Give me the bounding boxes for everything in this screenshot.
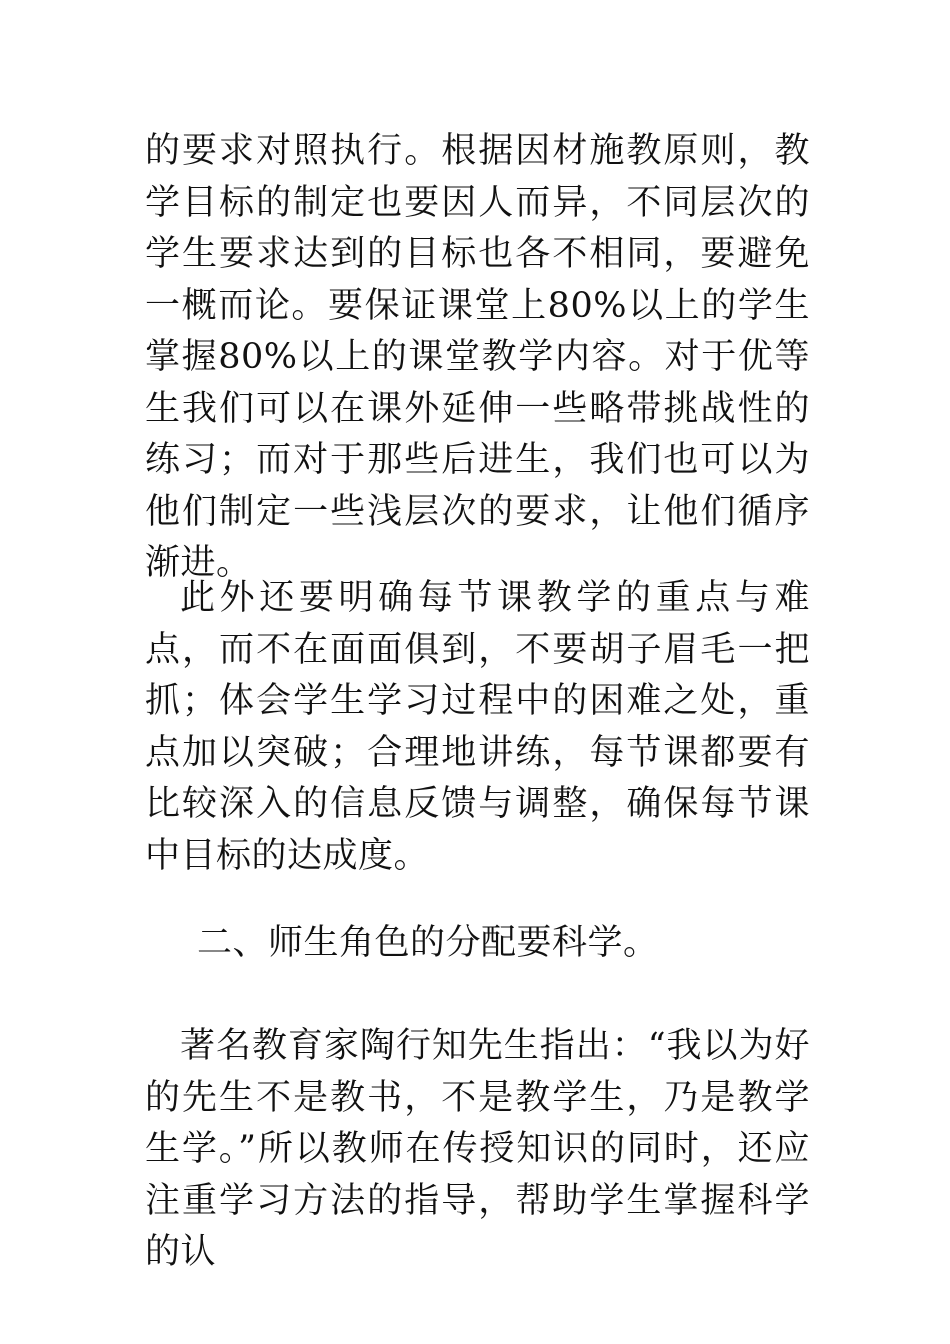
body-paragraph: 著名教育家陶行知先生指出：“我以为好的先生不是教书，不是教学生，乃是教学生学。”所以教师在传授知识的同时，还应注重学习方法的指导，帮助学生掌握科学的认 xyxy=(145,1026,810,1272)
section-heading: 二、师生角色的分配要科学。 xyxy=(197,923,659,963)
body-paragraph: 此外还要明确每节课教学的重点与难点，而不在面面俱到，不要胡子眉毛一把抓；体会学生学习过程中的困难之处，重点加以突破；合理地讲练，每节课都要有比较深入的信息反馈与调整，确保每节课中目标的达成度。 xyxy=(145,578,810,876)
body-paragraph: 的要求对照执行。根据因材施教原则，教学目标的制定也要因人而异，不同层次的学生要求达到的目标也各不相同，要避免一概而论。要保证课堂上80%以上的学生掌握80%以上的课堂教学内容。对于优等生我们可以在课外延伸一些略带挑战性的练习；而对于那些后进生，我们也可以为他们制定一些浅层次的要求，让他们循序渐进。 xyxy=(145,131,810,583)
